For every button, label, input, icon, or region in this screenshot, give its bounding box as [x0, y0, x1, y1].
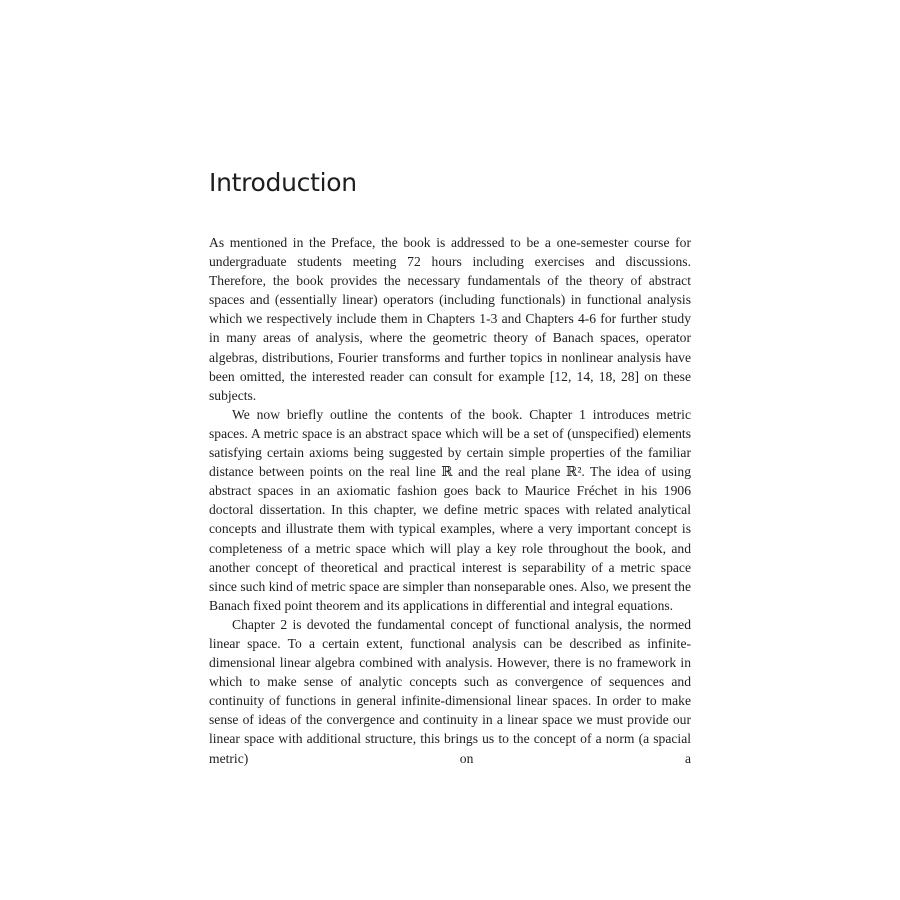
paragraph-2: We now briefly outline the contents of the book. Chapter 1 introduces metric spaces. A metric space is an abstract space which will be a set of (unspecified) elements satisfying certain axioms being suggested by certain simple properties of the familiar distance between points on the real line ℝ and the real plane ℝ². The idea of using abstract spaces in an axiomatic fashion goes back to Maurice Fréchet in his 1906 doctoral dissertation. In this chapter, we define metric spaces with related analytical concepts and illustrate them with typical examples, where a very important concept is completeness of a metric space which will play a key role throughout the book, and another concept of theoretical and practical interest is separability of a metric space since such kind of metric space are simpler than nonseparable ones. Also, we present the Banach fixed point theorem and its applications in differential and integral equations. [209, 406, 691, 613]
paragraph-3: Chapter 2 is devoted the fundamental concept of functional analysis, the normed linear space. To a certain extent, functional analysis can be described as infinite-dimensional linear algebra combined with analysis. However, there is no framework in which to make sense of analytic concepts such as convergence of sequences and continuity of functions in general infinite-dimensional linear spaces. In order to make sense of ideas of the convergence and continuity in a linear space we must provide our linear space with additional structure, this brings us to the concept of a norm (a spacial metric) on a [209, 616, 691, 766]
chapter-body [209, 233, 691, 768]
chapter-title: Introduction [209, 168, 357, 197]
paragraph-1: As mentioned in the Preface, the book is addressed to be a one-semester course for undergraduate students meeting 72 hours including exercises and discussions. Therefore, the book provides the necessary fundamentals of the theory of abstract spaces and (essentially linear) operators (including functionals) in functional analysis which we respectively include them in Chapters 1-3 and Chapters 4-6 for further study in many areas of analysis, where the geometric theory of Banach spaces, operator algebras, distributions, Fourier transforms and further topics in nonlinear analysis have been omitted, the interested reader can consult for example [12, 14, 18, 28] on these subjects. [209, 235, 691, 403]
